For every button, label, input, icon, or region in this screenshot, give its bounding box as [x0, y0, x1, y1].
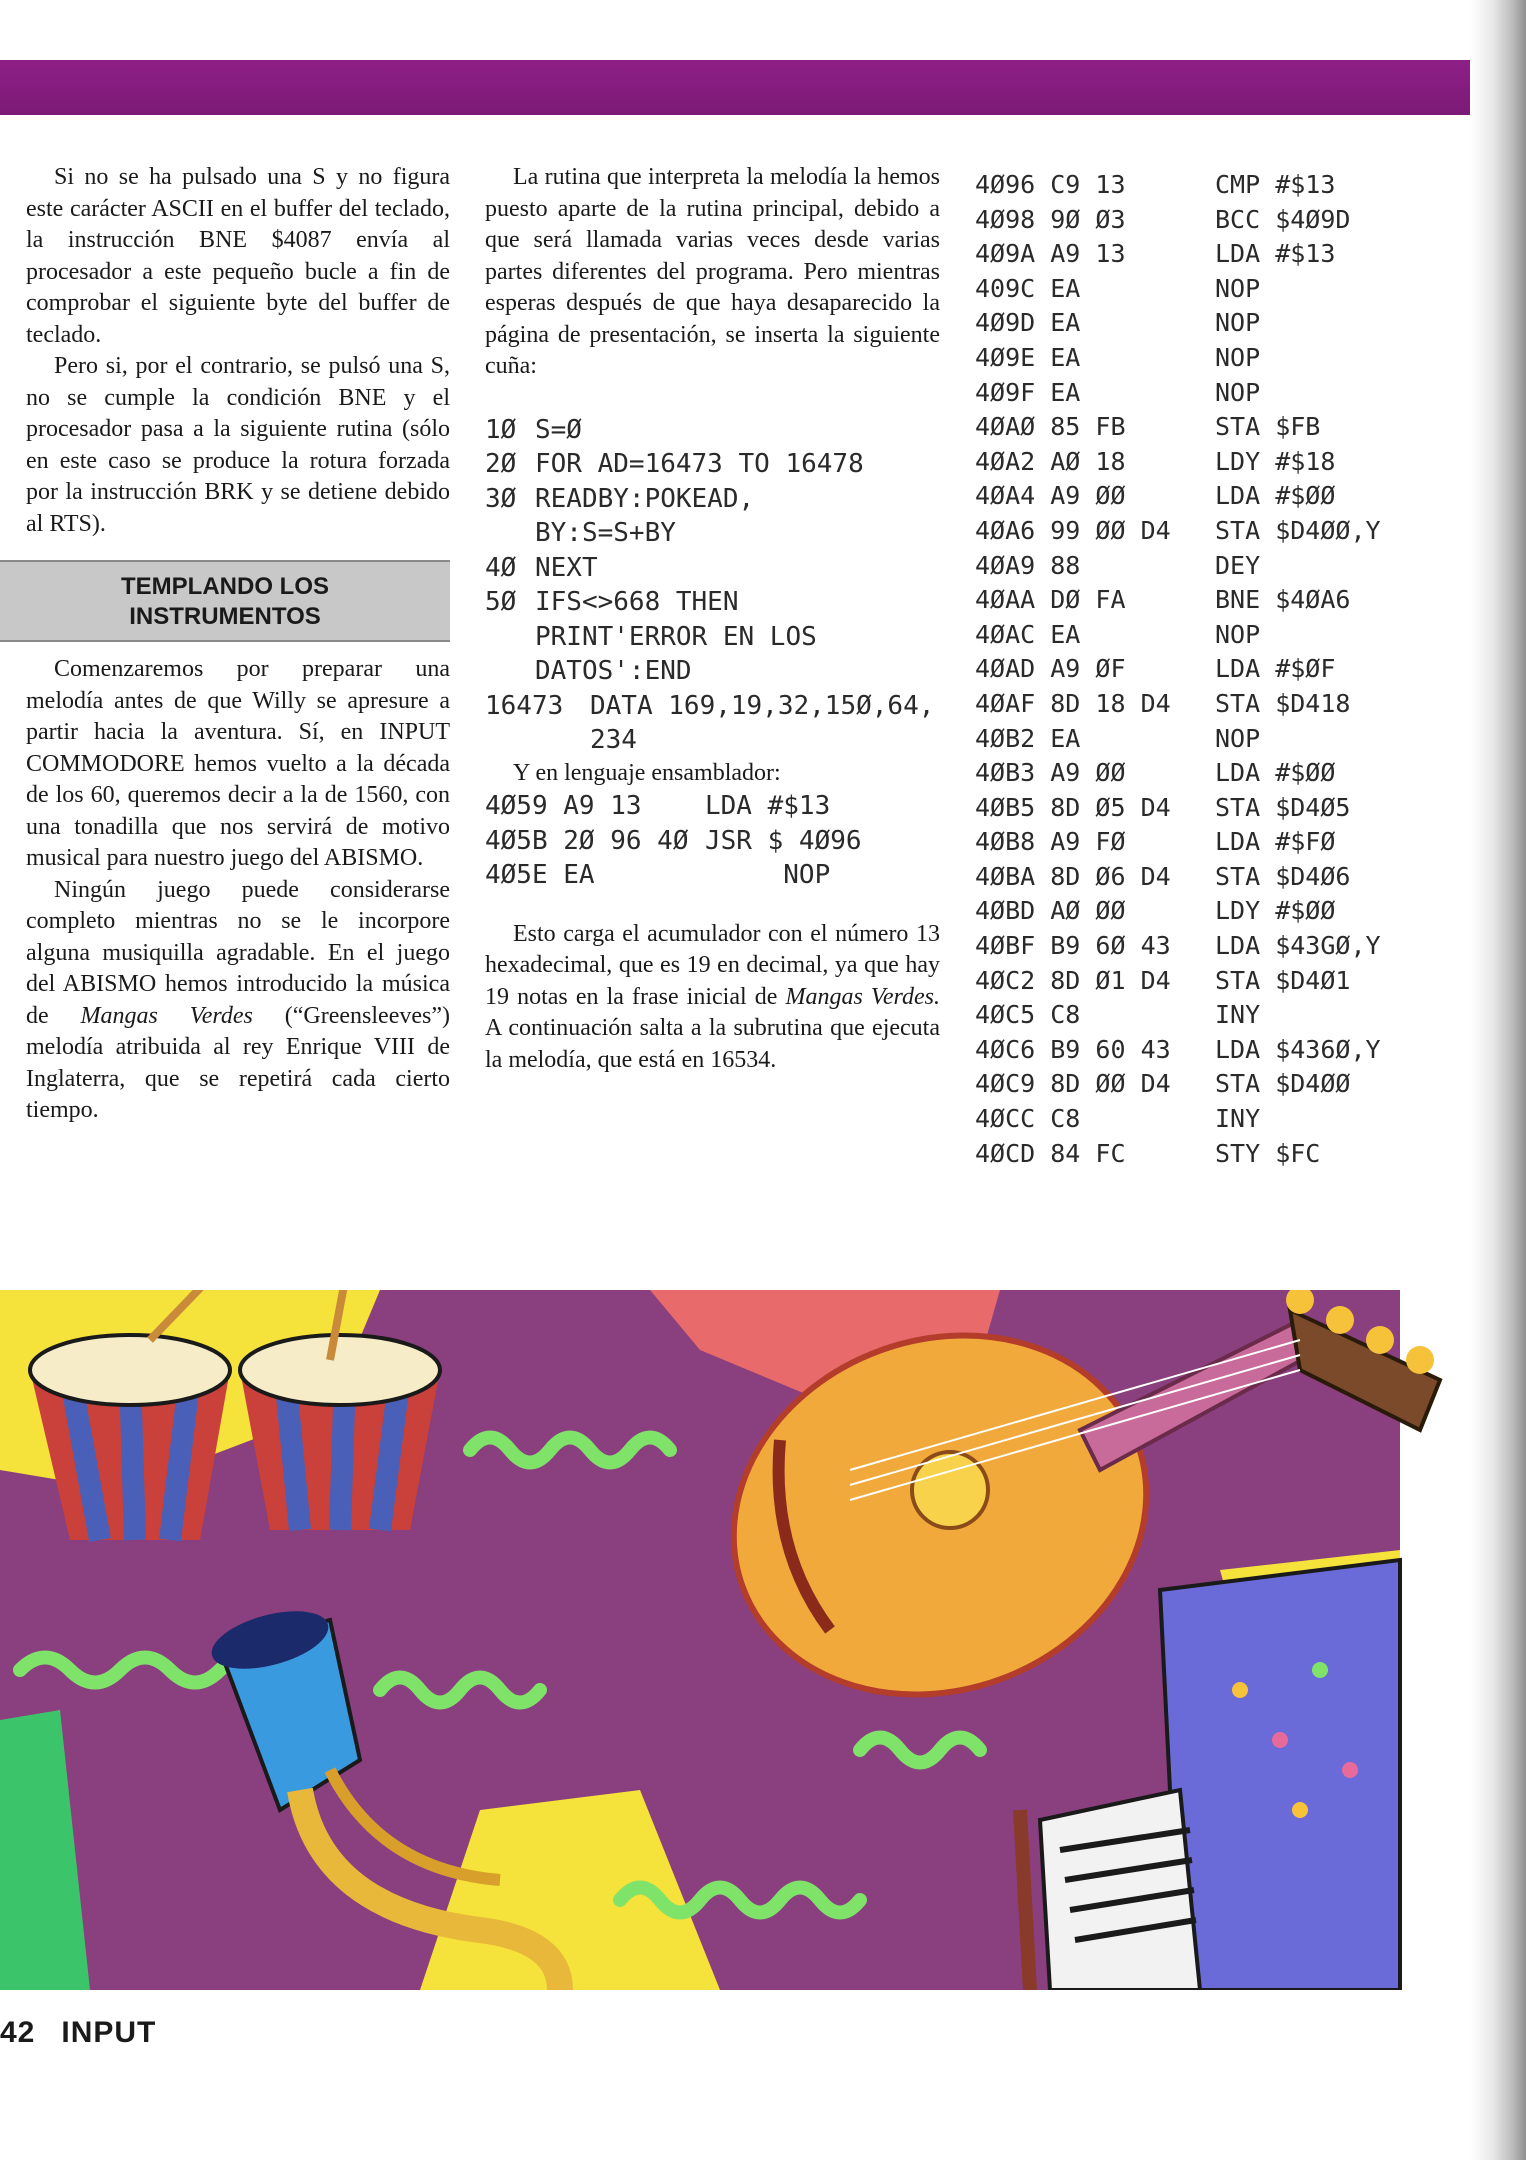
listing-instruction: DEY [1215, 550, 1261, 580]
line-number: 1Ø [485, 414, 517, 445]
listing-instruction: INY [1215, 1000, 1261, 1030]
listing-instruction: LDY #$18 [1215, 446, 1336, 476]
listing-instruction: STY $FC [1215, 1138, 1321, 1168]
listing-row [975, 583, 1395, 618]
song-title: Mangas Verdes. [785, 983, 940, 1010]
text-run: Esto carga el acumulador con el número 13 hexadecimal, que es 19 en decimal, ya que hay 19 notas en la frase inicial de [485, 920, 940, 1010]
paragraph: Pero si, por el contrario, se pulsó una S, no se cumple la condición BNE y el procesador pasa a la siguiente rutina (sólo en este caso se produce la rotura forzada por la instrucción BRK y se detiene debido al RTS). [26, 353, 450, 537]
asm-bytes: 4Ø5B 2Ø 96 4Ø [485, 825, 689, 856]
assembler-snippet [485, 789, 940, 893]
listing-instruction: LDA #$ØØ [1215, 481, 1336, 511]
listing-bytes: 4ØC6 B9 60 43 [975, 1034, 1171, 1064]
paragraph [485, 919, 940, 1077]
listing-instruction: LDA #$ØØ [1215, 758, 1336, 788]
column-2 [485, 162, 940, 1076]
listing-instruction: LDA $436Ø,Y [1215, 1034, 1381, 1064]
listing-bytes: 4ØAF 8D 18 D4 [975, 688, 1171, 718]
listing-bytes: 4Ø96 C9 13 [975, 170, 1126, 199]
listing-bytes: 4ØAØ 85 FB [975, 412, 1126, 442]
listing-row [975, 998, 1395, 1033]
listing-instruction: STA $D4Ø5 [1215, 792, 1351, 822]
paragraph [26, 875, 450, 1127]
listing-row [975, 168, 1395, 203]
listing-row [975, 618, 1395, 653]
asm-instruction: LDA #$13 [705, 791, 831, 821]
listing-row [975, 791, 1395, 826]
listing-bytes: 4ØB3 A9 ØØ [975, 758, 1126, 788]
line-number: 4Ø [485, 552, 517, 583]
listing-row [975, 1067, 1395, 1102]
listing-bytes: 4ØB2 EA [975, 723, 1081, 753]
listing-instruction: BCC $4Ø9D [1215, 204, 1351, 234]
listing-row [975, 756, 1395, 791]
listing-row [975, 514, 1395, 549]
listing-bytes: 4ØC5 C8 [975, 1000, 1081, 1030]
listing-row [975, 722, 1395, 757]
line-number: 16473 [485, 690, 564, 721]
listing-instruction: NOP [1215, 342, 1261, 372]
listing-bytes: 4Ø9D EA [975, 308, 1081, 338]
code-text: DATA 169,19,32,15Ø,64, [590, 690, 935, 721]
line-number: 5Ø [485, 587, 517, 617]
listing-bytes: 4ØBF B9 6Ø 43 [975, 931, 1171, 961]
listing-instruction: STA $D4Ø1 [1215, 965, 1351, 995]
text-run: (“Greensleeves”) melodía atribuida al rey Enrique VIII de Inglaterra, que se repetirá cada cierto tiempo. [26, 1002, 450, 1123]
listing-row [975, 272, 1395, 307]
listing-row [975, 341, 1395, 376]
listing-instruction: LDA #$13 [1215, 239, 1336, 269]
listing-bytes: 4ØCC C8 [975, 1104, 1081, 1134]
listing-row [975, 825, 1395, 860]
listing-row [975, 549, 1395, 584]
listing-bytes: 4ØA9 88 [975, 550, 1081, 580]
listing-row [975, 410, 1395, 445]
listing-instruction: NOP [1215, 308, 1261, 338]
text-run: Ningún juego puede considerarse completo mientras no se le incorpore alguna musiquilla agradable. En el juego del ABISMO hemos introducido la música de [26, 876, 450, 1029]
code-text: IFS<>668 THEN [535, 587, 739, 617]
listing-instruction: INY [1215, 1104, 1261, 1134]
listing-row [975, 376, 1395, 411]
listing-bytes: 4ØBA 8D Ø6 D4 [975, 861, 1171, 891]
listing-row [975, 652, 1395, 687]
asm-bytes: 4Ø5E EA [485, 860, 595, 890]
listing-instruction: CMP #$13 [1215, 170, 1336, 199]
text-run: A continuación salta a la subrutina que ejecuta la melodía, que está en 16534. [485, 1015, 940, 1073]
asm-instruction: NOP [705, 860, 831, 890]
listing-row [975, 306, 1395, 341]
listing-instruction: BNE $4ØA6 [1215, 585, 1351, 615]
listing-instruction: STA $D418 [1215, 688, 1351, 718]
listing-instruction: LDA #$FØ [1215, 827, 1336, 857]
listing-bytes: 4ØC9 8D ØØ D4 [975, 1069, 1171, 1099]
listing-row [975, 203, 1395, 238]
listing-instruction: STA $D4ØØ [1215, 1069, 1351, 1099]
listing-instruction: NOP [1215, 723, 1261, 753]
assembly-listing [975, 168, 1395, 1171]
listing-row [975, 1033, 1395, 1068]
listing-row [975, 479, 1395, 514]
listing-row [975, 237, 1395, 272]
listing-bytes: 4Ø9E EA [975, 342, 1081, 372]
listing-row [975, 929, 1395, 964]
listing-bytes: 4Ø98 9Ø Ø3 [975, 204, 1126, 234]
listing-bytes: 4ØC2 8D Ø1 D4 [975, 965, 1171, 995]
section-banner [0, 60, 1484, 115]
paragraph: La rutina que interpreta la melodía la hemos puesto aparte de la rutina principal, debido a que será llamada varias veces desde varias partes diferentes del programa. Pero mientras esperas después de que haya desaparecido la página de presentación, se inserta la siguiente cuña: [485, 164, 940, 379]
listing-instruction: STA $D4ØØ,Y [1215, 515, 1381, 545]
code-text: NEXT [535, 552, 598, 583]
paragraph: Comenzaremos por preparar una melodía antes de que Willy se apresure a partir hacia la aventura. Sí, en INPUT COMMODORE hemos vuelto a la década de los 60, queremos decir a la de 1560, con una tonadilla que nos servirá de motivo musical para nuestro juego del ABISMO. [26, 656, 450, 871]
code-continuation: 234 [590, 725, 637, 755]
column-1 [0, 162, 450, 1127]
section-heading [0, 560, 450, 642]
listing-bytes: 4ØAD A9 ØF [975, 654, 1126, 684]
listing-bytes: 4Ø9A A9 13 [975, 239, 1126, 269]
code-continuation: PRINT'ERROR EN LOS [535, 621, 817, 652]
asm-bytes: 4Ø59 A9 13 [485, 791, 642, 821]
code-text: S=Ø [535, 414, 582, 445]
heading-line: INSTRUMENTOS [129, 603, 321, 630]
heading-line: TEMPLANDO LOS [121, 573, 329, 600]
music-instruments-illustration [0, 1290, 1484, 1990]
listing-bytes: 4ØAC EA [975, 619, 1081, 649]
code-text: FOR AD=16473 TO 16478 [535, 449, 864, 479]
code-continuation: DATOS':END [535, 656, 692, 686]
listing-bytes: 409C EA [975, 273, 1081, 303]
listing-bytes: 4ØAA DØ FA [975, 585, 1126, 615]
listing-instruction: LDA $43GØ,Y [1215, 931, 1381, 961]
listing-instruction: NOP [1215, 377, 1261, 407]
paragraph: Y en lenguaje ensamblador: [513, 759, 781, 786]
line-number: 2Ø [485, 449, 517, 479]
listing-row [975, 964, 1395, 999]
listing-instruction: LDA #$ØF [1215, 654, 1336, 684]
page-footer [0, 2016, 182, 2050]
listing-instruction: STA $D4Ø6 [1215, 861, 1351, 891]
listing-bytes: 4ØBD AØ ØØ [975, 896, 1126, 926]
page-number: 42 [0, 2016, 36, 2049]
song-title: Mangas Verdes [80, 1002, 253, 1029]
listing-row [975, 687, 1395, 722]
listing-row [975, 860, 1395, 895]
listing-instruction: NOP [1215, 619, 1261, 649]
listing-row [975, 1137, 1395, 1172]
paragraph: Si no se ha pulsado una S y no figura este carácter ASCII en el buffer del teclado, la instrucción BNE $4087 envía al procesador a este pequeño bucle a fin de comprobar el siguiente byte del buffer de teclado. [26, 164, 450, 348]
listing-instruction: NOP [1215, 273, 1261, 303]
basic-listing [485, 413, 940, 758]
asm-instruction: JSR $ 4Ø96 [705, 825, 862, 856]
code-text: READBY:POKEAD, [535, 483, 755, 514]
listing-bytes: 4Ø9F EA [975, 377, 1081, 407]
listing-bytes: 4ØA6 99 ØØ D4 [975, 515, 1171, 545]
listing-bytes: 4ØB5 8D Ø5 D4 [975, 792, 1171, 822]
listing-instruction: STA $FB [1215, 412, 1321, 442]
listing-bytes: 4ØA2 AØ 18 [975, 446, 1126, 476]
listing-row [975, 1102, 1395, 1137]
magazine-name: INPUT [61, 2016, 157, 2049]
listing-instruction: LDY #$ØØ [1215, 896, 1336, 926]
line-number: 3Ø [485, 483, 517, 514]
listing-row [975, 894, 1395, 929]
listing-bytes: 4ØA4 A9 ØØ [975, 481, 1126, 511]
listing-bytes: 4ØB8 A9 FØ [975, 827, 1126, 857]
listing-bytes: 4ØCD 84 FC [975, 1138, 1126, 1168]
listing-row [975, 445, 1395, 480]
code-continuation: BY:S=S+BY [535, 518, 676, 548]
